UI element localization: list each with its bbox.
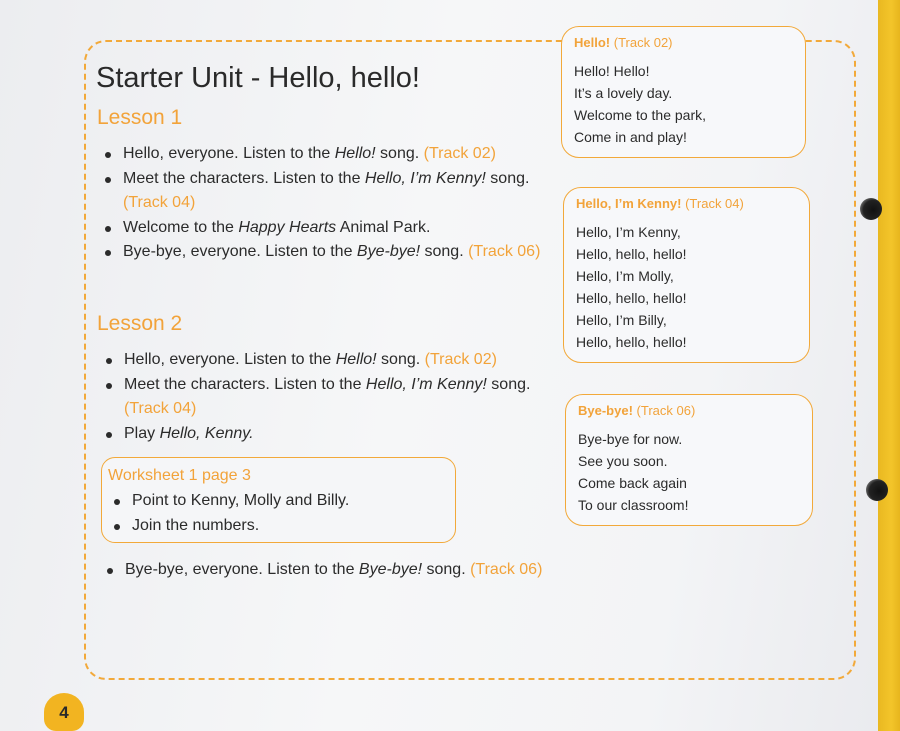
lesson2-heading: Lesson 2 <box>97 312 183 335</box>
page-edge-yellow <box>878 0 900 731</box>
binder-hole-top <box>860 198 882 220</box>
lesson2-item: Play Hello, Kenny. <box>102 422 542 447</box>
song-line: It’s a lovely day. <box>574 85 673 101</box>
unit-title: Starter Unit - Hello, hello! <box>96 62 420 94</box>
song-line: Hello, I’m Billy, <box>576 312 667 328</box>
lesson2-item: Bye-bye, everyone. Listen to the Bye-bye! song. (Track 06) <box>103 558 553 583</box>
song-line: Welcome to the park, <box>574 107 707 123</box>
worksheet-title: Worksheet 1 page 3 <box>108 467 251 484</box>
song-title: Bye-bye! (Track 06) <box>578 403 696 418</box>
lesson1-item: Hello, everyone. Listen to the Hello! song. (Track 02) <box>101 142 541 167</box>
binder-hole-bottom <box>866 479 888 501</box>
lesson1-item: Meet the characters. Listen to the Hello, I’m Kenny! song. (Track 04) <box>101 167 541 216</box>
worksheet-list <box>110 489 349 538</box>
page-number-badge <box>44 693 84 731</box>
song-box-byebye <box>565 394 813 526</box>
song-box-kenny <box>563 187 810 363</box>
song-title: Hello! (Track 02) <box>574 35 673 50</box>
lesson1-item: Bye-bye, everyone. Listen to the Bye-bye! song. (Track 06) <box>101 240 541 265</box>
song-title: Hello, I’m Kenny! (Track 04) <box>576 196 744 211</box>
song-line: Hello, hello, hello! <box>576 290 687 306</box>
song-line: Hello, I’m Kenny, <box>576 224 681 240</box>
worksheet-box <box>101 457 456 543</box>
worksheet-item: Point to Kenny, Molly and Billy. <box>110 489 349 514</box>
page-number: 4 <box>59 703 69 722</box>
song-line: Hello, hello, hello! <box>576 334 687 350</box>
lesson1-item: Welcome to the Happy Hearts Animal Park. <box>101 216 541 241</box>
song-line: See you soon. <box>578 453 668 469</box>
song-line: Come in and play! <box>574 129 687 145</box>
song-line: Bye-bye for now. <box>578 431 683 447</box>
song-line: Hello, hello, hello! <box>576 246 687 262</box>
lesson2-item: Hello, everyone. Listen to the Hello! song. (Track 02) <box>102 348 542 373</box>
lesson2-list <box>102 348 542 446</box>
lesson2-final-list <box>103 558 553 583</box>
lesson1-heading: Lesson 1 <box>97 106 183 129</box>
worksheet-item: Join the numbers. <box>110 514 349 539</box>
lesson1-list <box>101 142 541 265</box>
lesson2-item: Meet the characters. Listen to the Hello, I’m Kenny! song. (Track 04) <box>102 373 542 422</box>
song-line: Hello, I’m Molly, <box>576 268 674 284</box>
song-line: Come back again <box>578 475 687 491</box>
song-line: To our classroom! <box>578 497 689 513</box>
song-box-hello <box>561 26 806 158</box>
song-line: Hello! Hello! <box>574 63 650 79</box>
